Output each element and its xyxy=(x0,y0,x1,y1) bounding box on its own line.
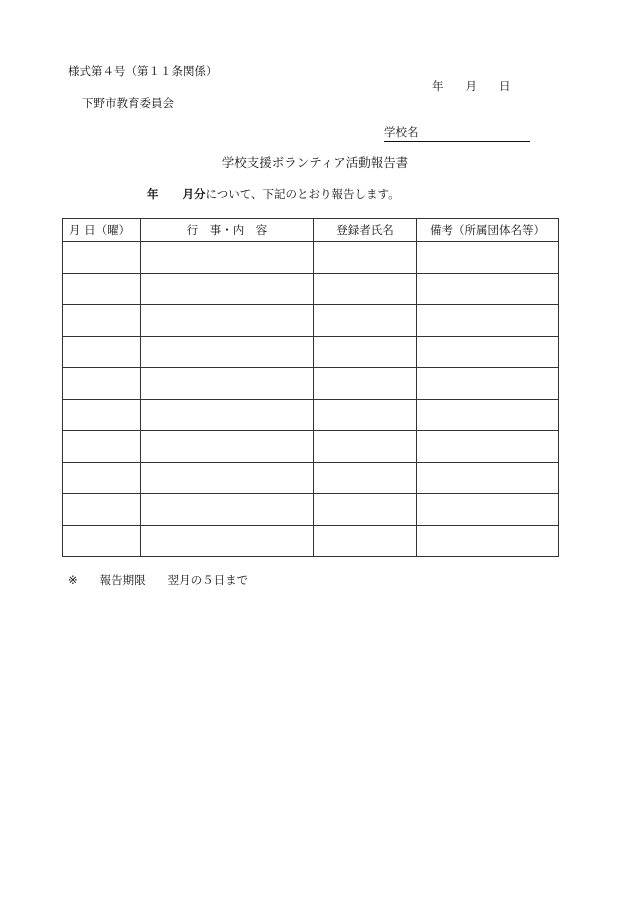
event-cell xyxy=(141,305,314,337)
date-day-label: 日 xyxy=(499,79,511,93)
table-row xyxy=(63,431,559,463)
event-cell xyxy=(141,494,314,526)
table-row xyxy=(63,462,559,494)
remarks-cell xyxy=(417,399,559,431)
remarks-cell xyxy=(417,494,559,526)
event-cell xyxy=(141,273,314,305)
date-cell xyxy=(63,431,141,463)
remarks-cell xyxy=(417,273,559,305)
date-cell xyxy=(63,368,141,400)
event-cell xyxy=(141,399,314,431)
event-cell xyxy=(141,368,314,400)
date-month-label: 月 xyxy=(465,79,477,93)
event-cell xyxy=(141,242,314,274)
date-year-label: 年 xyxy=(432,79,444,93)
registrant-cell xyxy=(314,242,417,274)
registrant-cell xyxy=(314,525,417,557)
remarks-cell xyxy=(417,431,559,463)
event-cell xyxy=(141,431,314,463)
date-cell xyxy=(63,525,141,557)
date-cell xyxy=(63,336,141,368)
table-row xyxy=(63,525,559,557)
date-cell xyxy=(63,305,141,337)
note-label: 報告期限 xyxy=(99,573,146,587)
remarks-cell xyxy=(417,305,559,337)
table-row xyxy=(63,399,559,431)
table-row xyxy=(63,273,559,305)
table-row xyxy=(63,368,559,400)
form-number: 様式第４号（第１１条関係） xyxy=(68,64,218,78)
report-table-body xyxy=(63,242,559,557)
table-row xyxy=(63,336,559,368)
table-row xyxy=(63,305,559,337)
remarks-cell xyxy=(417,525,559,557)
header-remarks: 備考（所属団体名等） xyxy=(417,219,559,242)
date-cell xyxy=(63,399,141,431)
registrant-cell xyxy=(314,462,417,494)
intro-month-part: 月分 xyxy=(182,187,206,201)
registrant-cell xyxy=(314,273,417,305)
registrant-cell xyxy=(314,305,417,337)
header-date: 月 日（曜） xyxy=(63,219,141,242)
registrant-cell xyxy=(314,368,417,400)
registrant-cell xyxy=(314,494,417,526)
school-name-label: 学校名 xyxy=(384,125,419,139)
date-cell xyxy=(63,242,141,274)
note-deadline: 翌月の５日まで xyxy=(167,573,249,587)
document-title: 学校支援ボランティア活動報告書 xyxy=(221,155,409,170)
recipient: 下野市教育委員会 xyxy=(82,96,174,110)
date-cell xyxy=(63,273,141,305)
date-cell xyxy=(63,462,141,494)
header-registrant: 登録者氏名 xyxy=(314,219,417,242)
registrant-cell xyxy=(314,399,417,431)
event-cell xyxy=(141,462,314,494)
remarks-cell xyxy=(417,368,559,400)
note-mark: ※ xyxy=(68,573,78,587)
remarks-cell xyxy=(417,242,559,274)
remarks-cell xyxy=(417,336,559,368)
event-cell xyxy=(141,336,314,368)
registrant-cell xyxy=(314,431,417,463)
table-row xyxy=(63,494,559,526)
date-line xyxy=(432,81,511,93)
header-event: 行 事・内 容 xyxy=(141,219,314,242)
intro-year: 年 xyxy=(147,187,159,201)
school-name-field xyxy=(384,127,530,142)
event-cell xyxy=(141,525,314,557)
date-cell xyxy=(63,494,141,526)
registrant-cell xyxy=(314,336,417,368)
intro-sentence xyxy=(147,189,400,201)
intro-rest: について、下記のとおり報告します。 xyxy=(205,187,400,201)
table-row xyxy=(63,242,559,274)
table-header-row xyxy=(63,219,559,242)
remarks-cell xyxy=(417,462,559,494)
deadline-note xyxy=(68,575,248,587)
report-table xyxy=(62,218,559,557)
